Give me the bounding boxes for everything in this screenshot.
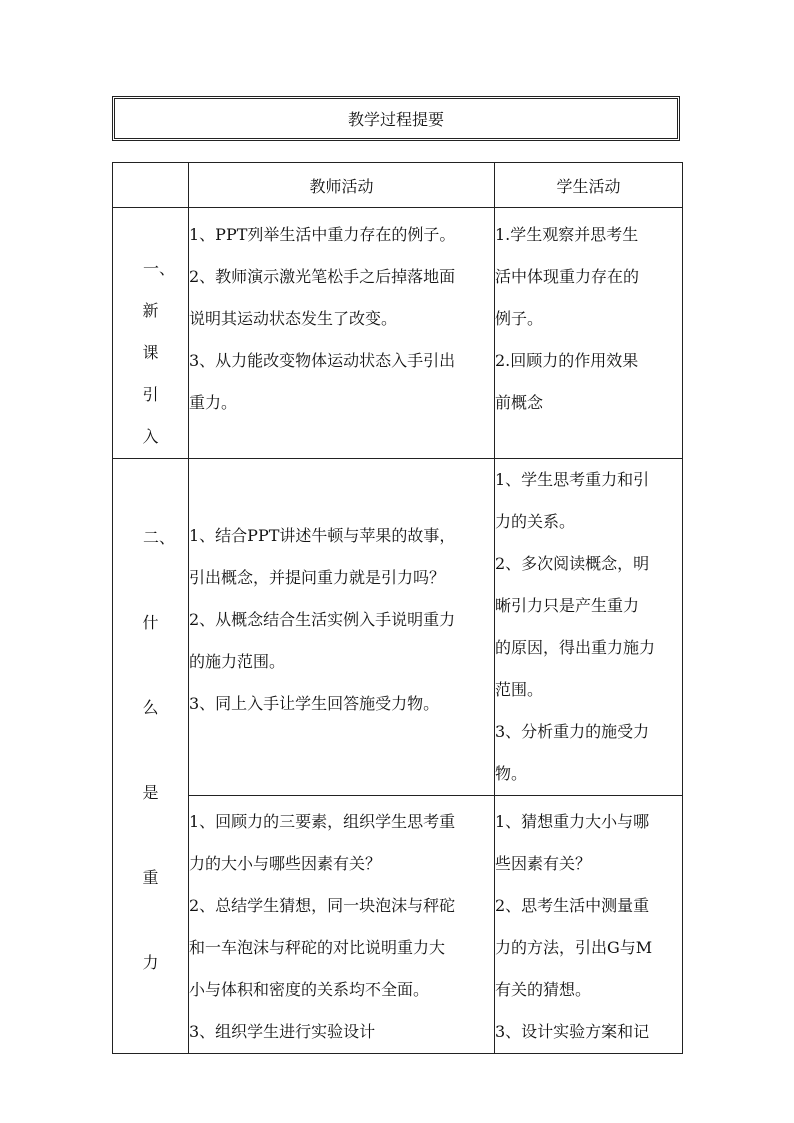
teaching-process-table xyxy=(112,162,683,1054)
text-line: 3、从力能改变物体运动状态入手引出 xyxy=(189,351,456,370)
text-line: 有关的猜想。 xyxy=(495,980,592,999)
text-line: 重力。 xyxy=(189,393,238,412)
text-line: 3、组织学生进行实验设计 xyxy=(189,1022,376,1041)
text-line: 2.回顾力的作用效果 xyxy=(495,351,639,370)
text-line: 范围。 xyxy=(495,680,544,699)
text-line: 活中体现重力存在的 xyxy=(495,267,640,286)
section-label-char: 二、 xyxy=(143,528,176,547)
student-activity-cell xyxy=(495,796,683,1054)
teacher-activity-cell xyxy=(189,459,495,796)
text-line: 力的关系。 xyxy=(495,512,576,531)
text-line: 1、猜想重力大小与哪 xyxy=(495,812,650,831)
text-line: 些因素有关？ xyxy=(495,854,592,873)
table-row xyxy=(113,459,683,796)
text-line: 3、设计实验方案和记 xyxy=(495,1022,650,1041)
section-label-char: 力 xyxy=(142,953,159,972)
section-title xyxy=(112,96,680,141)
text-line: 1、PPT列举生活中重力存在的例子。 xyxy=(189,225,456,244)
text-line: 2、多次阅读概念，明 xyxy=(495,554,650,573)
text-line: 2、从概念结合生活实例入手说明重力 xyxy=(189,610,456,629)
text-line: 晰引力只是产生重力 xyxy=(495,596,640,615)
text-line: 小与体积和密度的关系均不全面。 xyxy=(189,980,430,999)
table-row xyxy=(113,208,683,459)
section-label-char: 一、 xyxy=(143,259,176,278)
teacher-activity-cell xyxy=(189,208,495,459)
table-header-row xyxy=(113,163,683,208)
teacher-activity-cell xyxy=(189,796,495,1054)
text-line: 1、学生思考重力和引 xyxy=(495,470,650,489)
text-line: 2、总结学生猜想，同一块泡沫与秤砣 xyxy=(189,896,456,915)
section-title-text: 教学过程提要 xyxy=(347,110,444,129)
text-line: 1、回顾力的三要素，组织学生思考重 xyxy=(189,812,456,831)
section-label-1 xyxy=(113,208,189,459)
text-line: 2、教师演示激光笔松手之后掉落地面 xyxy=(189,267,456,286)
text-line: 引出概念，并提问重力就是引力吗？ xyxy=(189,568,446,587)
section-label-char: 么 xyxy=(142,698,159,717)
text-line: 的施力范围。 xyxy=(189,652,286,671)
header-corner xyxy=(113,163,189,208)
section-label-char: 课 xyxy=(142,343,159,362)
text-line: 3、分析重力的施受力 xyxy=(495,722,650,741)
section-label-char: 什 xyxy=(142,613,159,632)
text-line: 前概念 xyxy=(495,393,544,412)
section-label-2 xyxy=(113,459,189,1054)
text-line: 和一车泡沫与秤砣的对比说明重力大 xyxy=(189,938,446,957)
text-line: 2、思考生活中测量重 xyxy=(495,896,650,915)
text-line: 1.学生观察并思考生 xyxy=(495,225,639,244)
section-label-char: 入 xyxy=(142,427,159,446)
section-label-char: 新 xyxy=(142,301,159,320)
text-line: 力的大小与哪些因素有关？ xyxy=(189,854,382,873)
section-label-char: 是 xyxy=(142,783,159,802)
text-line: 力的方法，引出G与M xyxy=(495,938,653,957)
section-label-char: 重 xyxy=(142,868,159,887)
text-line: 1、结合PPT讲述牛顿与苹果的故事， xyxy=(189,526,456,545)
section-label-char: 引 xyxy=(142,385,159,404)
header-teacher: 教师活动 xyxy=(189,163,495,208)
student-activity-cell xyxy=(495,208,683,459)
student-activity-cell xyxy=(495,459,683,796)
text-line: 的原因，得出重力施力 xyxy=(495,638,656,657)
text-line: 说明其运动状态发生了改变。 xyxy=(189,309,398,328)
header-student: 学生活动 xyxy=(495,163,683,208)
text-line: 物。 xyxy=(495,764,528,783)
table-row xyxy=(113,796,683,1054)
text-line: 例子。 xyxy=(495,309,544,328)
text-line: 3、同上入手让学生回答施受力物。 xyxy=(189,694,440,713)
